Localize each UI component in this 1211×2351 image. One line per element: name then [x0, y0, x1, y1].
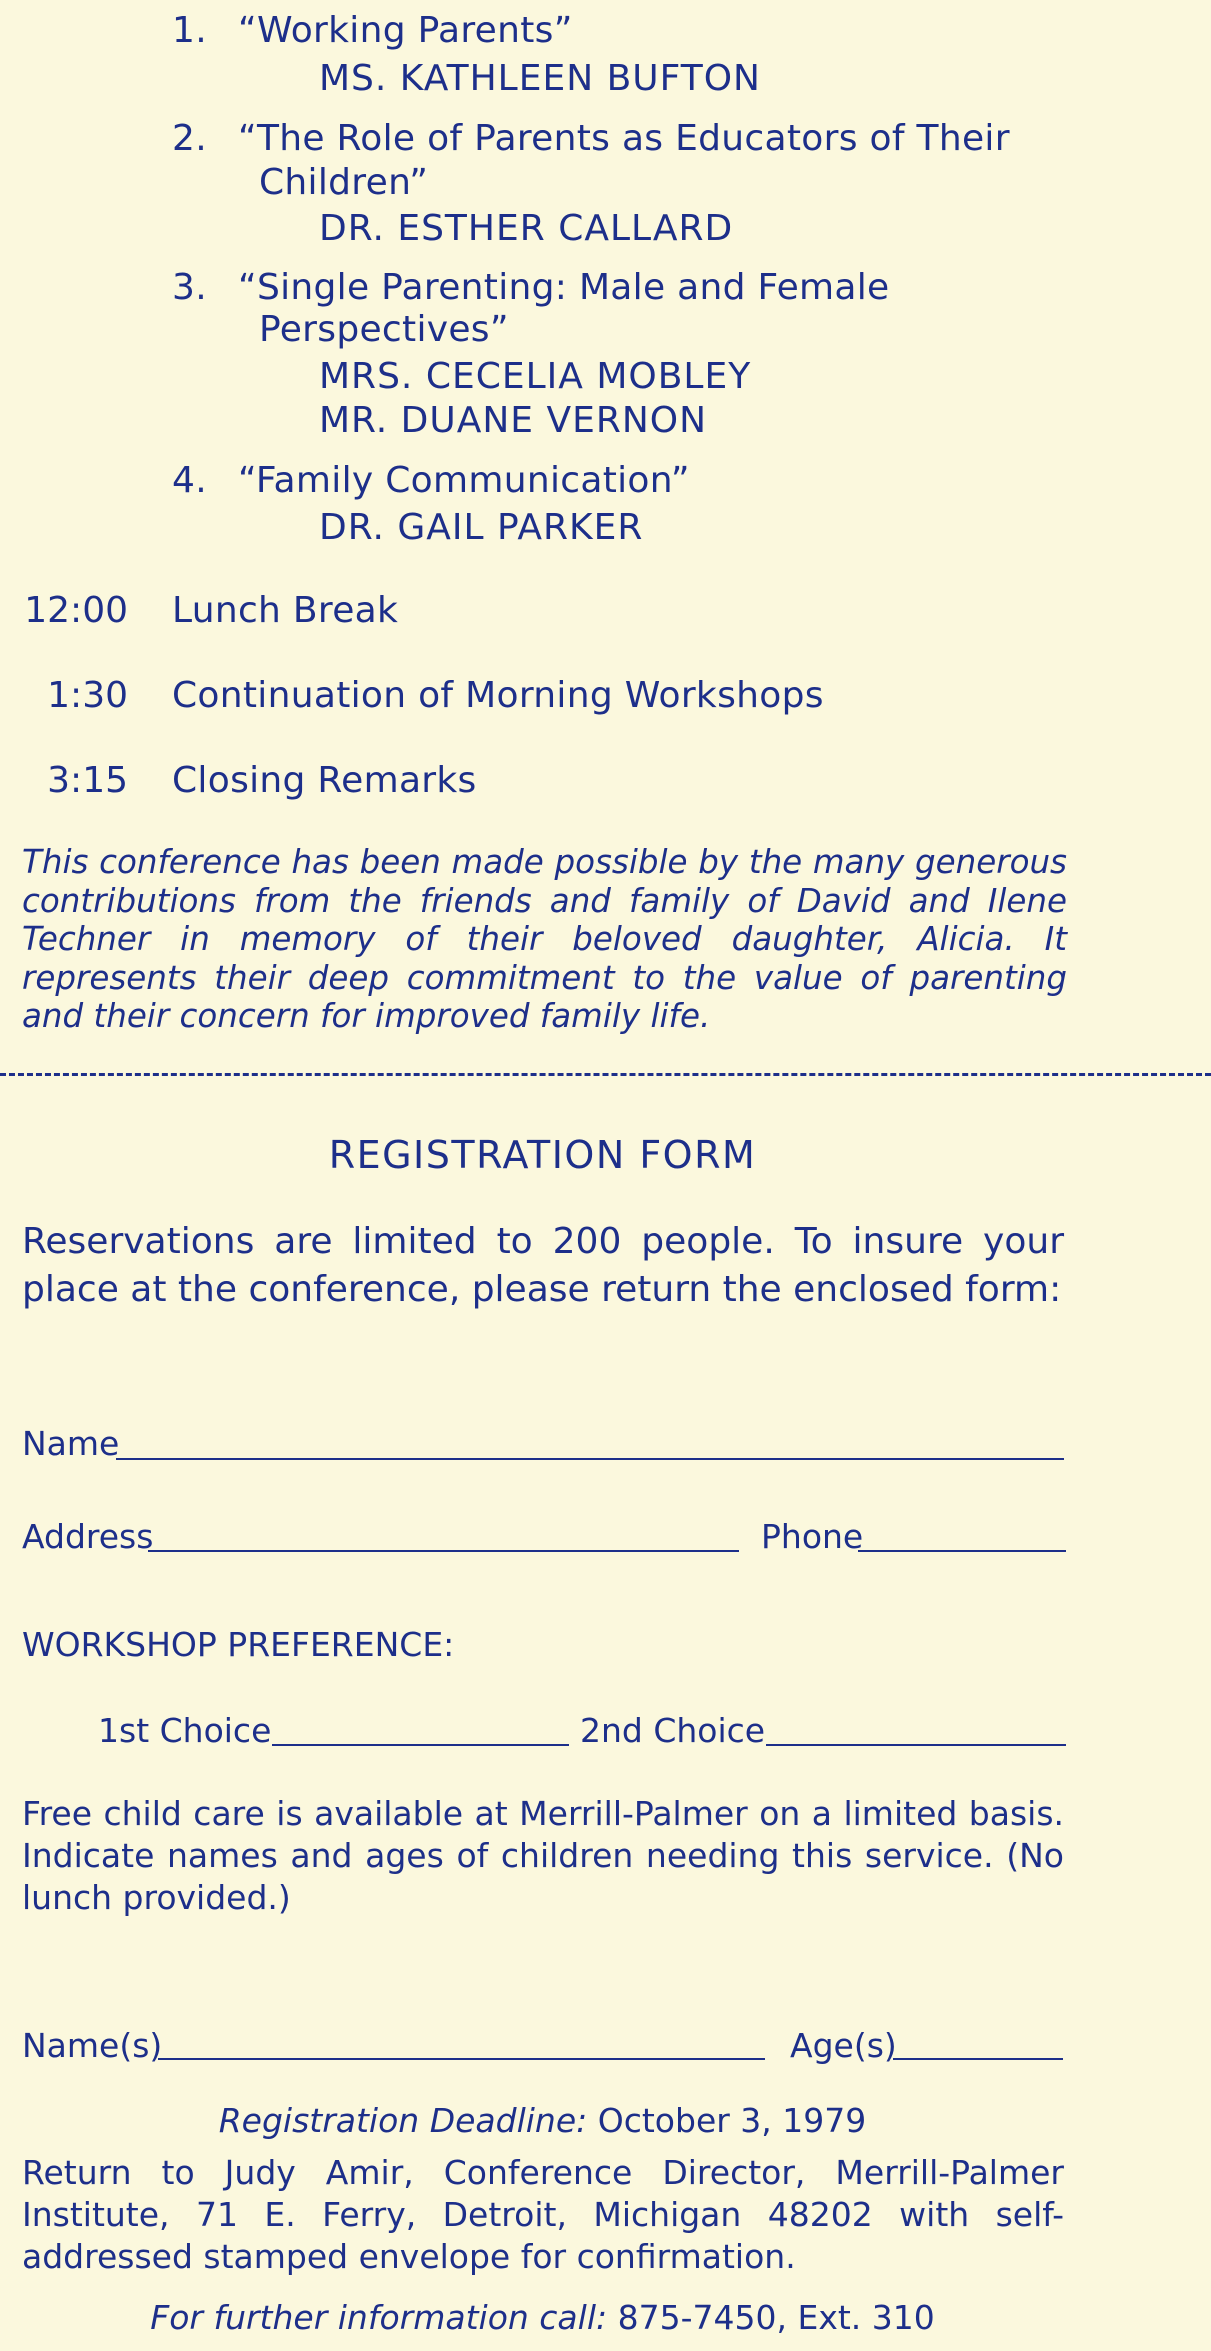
ages-field-line[interactable] [893, 2058, 1063, 2060]
workshop-speaker: MR. DUANE VERNON [319, 400, 708, 441]
workshop-number: 2. [172, 118, 207, 159]
workshop-title-line1: “The Role of Parents as Educators of Their [238, 118, 1010, 159]
name-label: Name [22, 1424, 120, 1463]
schedule-time: 3:15 [47, 760, 128, 801]
registration-deadline [0, 2101, 1085, 2140]
schedule-event: Lunch Break [172, 590, 399, 631]
phone-label: Phone [761, 1517, 864, 1556]
phone-field-line[interactable] [858, 1550, 1066, 1552]
registration-intro: Reservations are limited to 200 people. To insure your place at the conference, please return the enclosed form: [22, 1221, 1064, 1310]
second-choice-label: 2nd Choice [580, 1711, 766, 1750]
workshop-speaker: MRS. CECELIA MOBLEY [319, 356, 752, 397]
workshop-number: 3. [172, 267, 207, 308]
schedule-event: Closing Remarks [172, 760, 477, 801]
workshop-speaker: DR. GAIL PARKER [319, 507, 644, 548]
return-instructions: Return to Judy Amir, Conference Director, Merrill-Palmer Institute, 71 E. Ferry, Detroit, Michigan 48202 with self-addressed stamped envelope for confirmation. [22, 2153, 1064, 2276]
address-field-line[interactable] [148, 1550, 739, 1552]
dedication-note: This conference has been made possible by the many generous contributions from the friends and family of David and Ilene Techner in memory of their beloved daughter, Alicia. It represents their deep commitment to the value of parenting and their concern for improved family life. [22, 843, 1067, 1035]
workshop-speaker: DR. ESTHER CALLARD [319, 208, 734, 249]
registration-form-title: REGISTRATION FORM [328, 1133, 757, 1177]
info-phone: 875-7450, Ext. 310 [617, 2298, 935, 2337]
childcare-text: Free child care is available at Merrill-Palmer on a limited basis. Indicate names and ages of children needing this service. (No lunch provided.) [22, 1794, 1064, 1917]
workshop-title: “Working Parents” [238, 10, 573, 51]
first-choice-label: 1st Choice [98, 1711, 272, 1750]
workshop-title-line1: “Single Parenting: Male and Female [238, 267, 890, 308]
schedule-time: 12:00 [24, 590, 128, 631]
workshop-title-line2: Children” [259, 162, 429, 203]
children-names-label: Name(s) [22, 2026, 163, 2065]
tear-off-divider [0, 1073, 1211, 1076]
deadline-value: October 3, 1979 [597, 2101, 867, 2140]
deadline-label: Registration Deadline: [218, 2101, 588, 2140]
workshop-preference-label: WORKSHOP PREFERENCE: [22, 1625, 455, 1664]
name-field-line[interactable] [116, 1458, 1064, 1460]
workshop-title: “Family Communication” [238, 460, 690, 501]
schedule-event: Continuation of Morning Workshops [172, 675, 824, 716]
children-names-field-line[interactable] [158, 2058, 765, 2060]
info-label: For further information call: [150, 2298, 608, 2337]
schedule-time: 1:30 [47, 675, 128, 716]
workshop-title-line2: Perspectives” [259, 309, 509, 350]
second-choice-field-line[interactable] [766, 1744, 1066, 1746]
first-choice-field-line[interactable] [272, 1744, 569, 1746]
address-label: Address [22, 1517, 154, 1556]
workshop-speaker: MS. KATHLEEN BUFTON [319, 58, 761, 99]
workshop-number: 1. [172, 10, 207, 51]
ages-label: Age(s) [790, 2026, 897, 2065]
workshop-number: 4. [172, 460, 207, 501]
further-information [0, 2298, 1085, 2337]
